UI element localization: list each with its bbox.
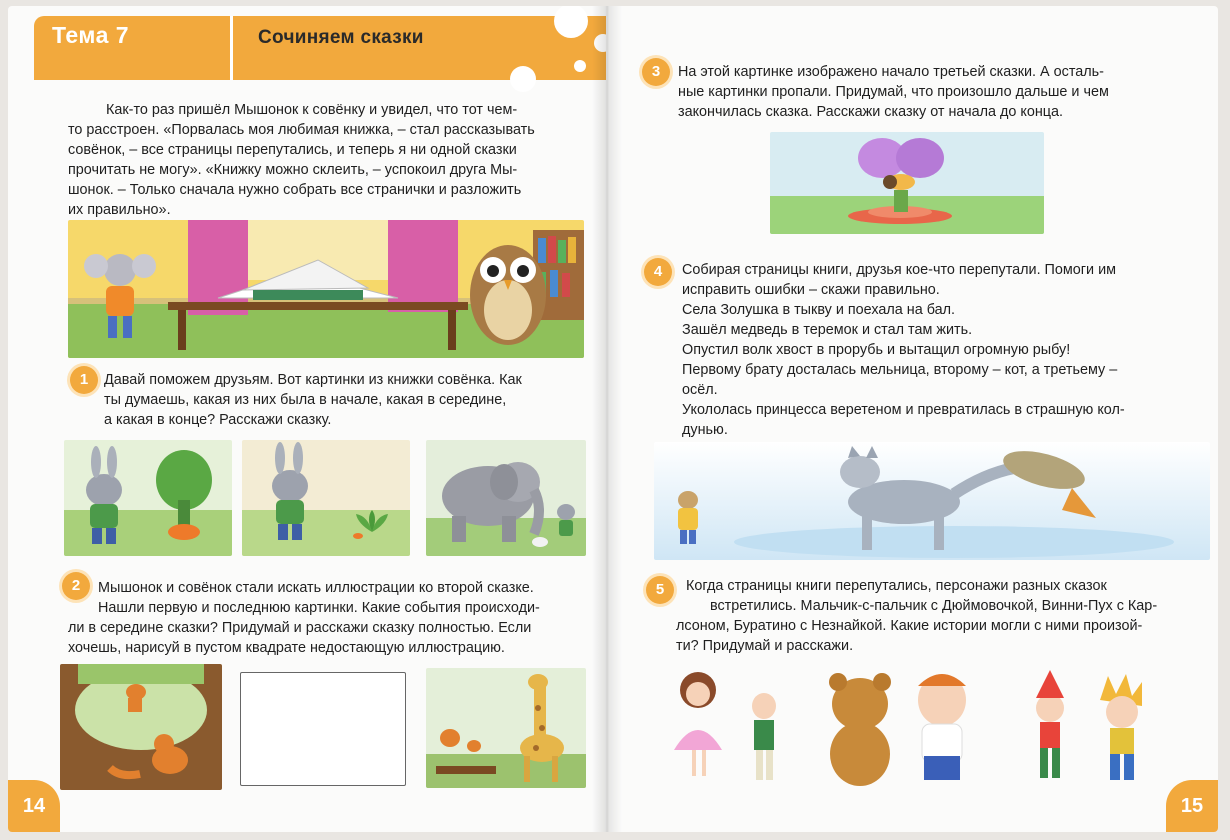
mixed-up-sentence: дунью. xyxy=(682,422,728,438)
mixed-up-sentence: Укололась принцесса веретеном и превратилась в страшную кол- xyxy=(682,402,1125,418)
fox-burrow-picture xyxy=(60,664,222,790)
task-number-badge: 4 xyxy=(644,258,672,286)
left-page xyxy=(8,6,606,832)
mixed-up-sentence: Опустил волк хвост в прорубь и вытащил огромную рыбу! xyxy=(682,342,1071,358)
header-dot xyxy=(554,6,588,38)
giraffe-picture xyxy=(426,668,586,788)
header-dot xyxy=(574,60,586,72)
task-line: лсоном, Буратино с Незнайкой. Какие истории могли с ними произой- xyxy=(676,618,1143,634)
task-line: а какая в конце? Расскажи сказку. xyxy=(104,412,332,428)
mixed-up-sentence: Зашёл медведь в теремок и стал там жить. xyxy=(682,322,973,338)
task-line: исправить ошибки – скажи правильно. xyxy=(682,282,940,298)
task-line: Когда страницы книги перепутались, персонажи разных сказок xyxy=(686,578,1107,594)
task-line: хочешь, нарисуй в пустом квадрате недостающую иллюстрацию. xyxy=(68,640,505,656)
bunny-sprout-picture xyxy=(242,440,410,556)
task-line: встретились. Мальчик-с-пальчик с Дюймовочкой, Винни-Пух с Кар- xyxy=(710,598,1158,614)
bunny-carrot-picture xyxy=(64,440,232,556)
task-number-badge: 1 xyxy=(70,366,98,394)
intro-line: совёнок, – все страницы перепутались, и теперь я ни одной сказки xyxy=(68,142,517,158)
task-line: ты думаешь, какая из них была в начале, какая в середине, xyxy=(104,392,507,408)
task-line: ти? Придумай и расскажи. xyxy=(676,638,854,654)
elephant-picture xyxy=(426,440,586,556)
header-divider xyxy=(230,16,233,80)
task-number-badge: 5 xyxy=(646,576,674,604)
intro-line: Как-то раз пришёл Мышонок к совёнку и увидел, что тот чем- xyxy=(106,102,518,118)
task-line: Собирая страницы книги, друзья кое-что перепутали. Помоги им xyxy=(682,262,1117,278)
mixed-up-sentence: Села Золушка в тыкву и поехала на бал. xyxy=(682,302,956,318)
fairy-tale-characters-picture xyxy=(660,660,1166,792)
page-title: Сочиняем сказки xyxy=(258,27,424,48)
butterfly-flower-picture xyxy=(770,132,1044,234)
task-line: закончилась сказка. Расскажи сказку от начала до конца. xyxy=(678,104,1064,120)
task-line: Мышонок и совёнок стали искать иллюстрации ко второй сказке. xyxy=(98,580,534,596)
empty-drawing-square xyxy=(240,672,406,786)
task-number-badge: 3 xyxy=(642,58,670,86)
intro-line: шонок. – Только сначала нужно собрать все странички и разложить xyxy=(68,182,522,198)
task-line: На этой картинке изображено начало третьей сказки. А осталь- xyxy=(678,64,1104,80)
header-dot xyxy=(594,34,606,52)
right-page xyxy=(606,6,1218,832)
intro-line: прочитать не могу». «Книжку можно склеить, – успокоил друга Мы- xyxy=(68,162,518,178)
page-number: 14 xyxy=(8,780,60,832)
theme-number: Тема 7 xyxy=(52,22,130,48)
intro-line: их правильно». xyxy=(68,202,171,218)
mixed-up-sentence: осёл. xyxy=(682,382,718,398)
task-line: Нашли первую и последнюю картинки. Какие события происходи- xyxy=(98,600,540,616)
header-dot xyxy=(510,66,536,92)
mixed-up-sentence: Первому брату досталась мельница, второму – кот, а третьему – xyxy=(682,362,1118,378)
page-number: 15 xyxy=(1166,780,1218,832)
mouse-owl-illustration xyxy=(68,220,584,358)
task-line: ные картинки пропали. Придумай, что произошло дальше и чем xyxy=(678,84,1109,100)
intro-line: то расстроен. «Порвалась моя любимая книжка, – стал рассказывать xyxy=(68,122,535,138)
task-line: Давай поможем друзьям. Вот картинки из книжки совёнка. Как xyxy=(104,372,522,388)
wolf-fish-picture xyxy=(654,442,1210,560)
task-number-badge: 2 xyxy=(62,572,90,600)
task-line: ли в середине сказки? Придумай и расскажи сказку полностью. Если xyxy=(68,620,532,636)
